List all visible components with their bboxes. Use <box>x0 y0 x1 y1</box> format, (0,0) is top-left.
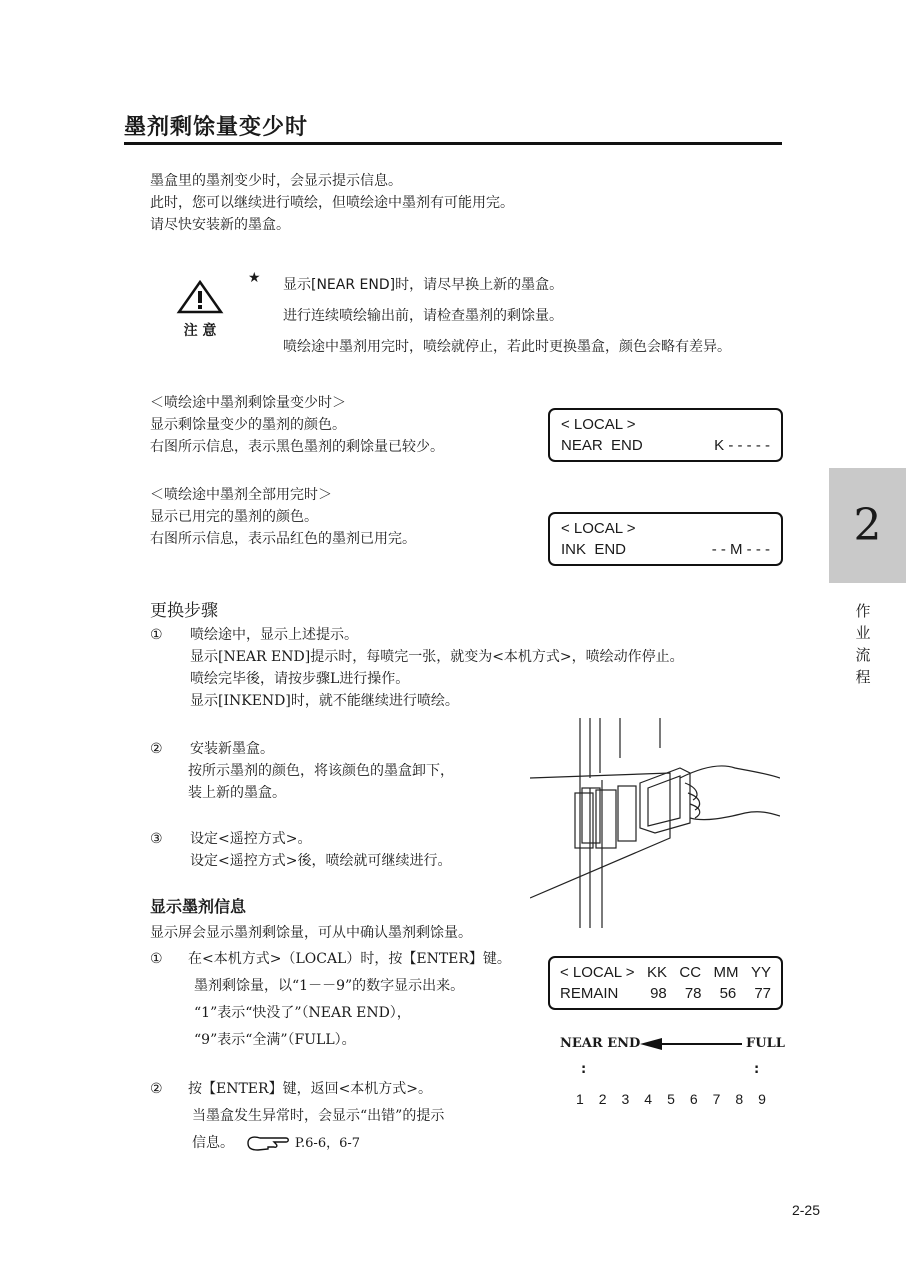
lcd-text: - - M - - - <box>711 541 770 558</box>
caution-label: 注 意 <box>183 323 217 339</box>
step-number: ② <box>150 741 163 757</box>
scale-number: 4 <box>644 1091 653 1107</box>
step-number: ① <box>150 627 163 643</box>
step-text: 按所示墨剂的颜色，将该颜色的墨盒卸下， <box>188 763 454 779</box>
step-text: 安装新墨盒。 <box>190 741 274 757</box>
caution-icon <box>176 280 224 340</box>
scale-near-end-label: NEAR END <box>560 1036 641 1051</box>
lcd-ink-end <box>548 512 783 566</box>
step-number: ③ <box>150 831 163 847</box>
step-text: 墨剂剩馀量，以“1－－9”的数字显示出来。 <box>194 978 465 994</box>
scale-number: 2 <box>598 1091 607 1107</box>
step-text: 喷绘途中，显示上述提示。 <box>190 627 358 643</box>
lcd-remain <box>548 956 783 1010</box>
scale-number: 8 <box>735 1091 744 1107</box>
scale-number: 9 <box>758 1091 766 1107</box>
near-end-section <box>150 392 444 458</box>
scale-numbers <box>576 1091 766 1107</box>
scale-number: 3 <box>621 1091 630 1107</box>
scale-colon: : <box>581 1062 587 1077</box>
lcd-text: K - - - - - <box>714 437 770 454</box>
warning-triangle-icon <box>176 280 224 316</box>
lcd-text: REMAIN <box>560 985 619 1002</box>
lcd-text: 77 <box>754 985 771 1002</box>
lcd-text: 78 <box>684 985 702 1002</box>
scale-colon: : <box>754 1062 760 1077</box>
step-text: 按【ENTER】键，返回<本机方式>。 <box>188 1081 433 1097</box>
step-text: 当墨盒发生异常时，会显示“出错”的提示 <box>192 1108 445 1124</box>
lcd-text: < LOCAL > <box>560 964 635 981</box>
step-text: 设定<遥控方式>後，喷绘就可继续进行。 <box>190 853 452 869</box>
near-end-line: 右图所示信息，表示黑色墨剂的剩馀量已较少。 <box>150 439 444 455</box>
chapter-tab <box>829 468 906 583</box>
ink-end-section <box>150 484 416 550</box>
chapter-label-char: 作 <box>855 602 871 620</box>
replace-step-1 <box>150 624 684 712</box>
scale-number: 7 <box>712 1091 721 1107</box>
chapter-label-char: 业 <box>855 624 871 642</box>
title-underline <box>124 142 782 145</box>
chapter-label-char: 程 <box>855 668 871 686</box>
step-text: 显示[INKEND]时，就不能继续进行喷绘。 <box>190 693 459 709</box>
ink-end-heading: ＜喷绘途中墨剂全部用完时＞ <box>150 487 332 503</box>
page-reference: P.6-6，6-7 <box>294 1136 361 1151</box>
step-text: 喷绘完毕後，请按步骤L进行操作。 <box>190 671 410 687</box>
display-intro: 显示屏会显示墨剂剩馀量，可从中确认墨剂剩馀量。 <box>150 925 472 941</box>
scale-number: 6 <box>689 1091 698 1107</box>
page-number: 2-25 <box>791 1202 820 1218</box>
lcd-text: KK <box>646 964 667 981</box>
replace-step-3 <box>150 828 451 872</box>
chapter-label <box>853 600 873 688</box>
caution-line: 喷绘途中墨剂用完时，喷绘就停止，若此时更换墨盒，颜色会略有差异。 <box>283 339 731 355</box>
lcd-near-end <box>548 408 783 462</box>
intro-line: 此时，您可以继续进行喷绘，但喷绘途中墨剂有可能用完。 <box>150 195 514 211</box>
lcd-text: YY <box>750 964 771 981</box>
intro-line: 墨盒里的墨剂变少时，会显示提示信息。 <box>150 173 402 189</box>
lcd-text: < LOCAL > <box>561 520 636 537</box>
lcd-text: MM <box>713 964 739 981</box>
step-text: 设定<遥控方式>。 <box>190 831 312 847</box>
caution-line: 进行连续喷绘输出前，请检查墨剂的剩馀量。 <box>283 308 563 324</box>
chapter-label-char: 流 <box>855 646 871 664</box>
chapter-number: 2 <box>853 500 882 551</box>
step-text: 信息。 <box>192 1135 234 1151</box>
step-number: ① <box>150 951 163 967</box>
lcd-text: < LOCAL > <box>561 416 636 433</box>
lcd-text: CC <box>679 964 702 981</box>
scale-number: 5 <box>667 1091 675 1107</box>
scale-number: 1 <box>576 1091 584 1107</box>
intro-text <box>150 170 514 236</box>
near-end-heading: ＜喷绘途中墨剂剩馀量变少时＞ <box>150 395 346 411</box>
replace-heading: 更换步骤 <box>150 601 218 621</box>
page-title: 墨剂剩馀量变少时 <box>124 115 309 140</box>
intro-line: 请尽快安装新的墨盒。 <box>150 217 290 233</box>
near-end-line: 显示剩馀量变少的墨剂的颜色。 <box>150 417 346 433</box>
ink-end-line: 右图所示信息，表示品红色的墨剂已用完。 <box>150 531 416 547</box>
lcd-text: NEAR END <box>561 437 643 454</box>
display-step-1 <box>150 946 511 1054</box>
step-text: “9”表示“全满”（FULL）。 <box>194 1032 356 1048</box>
scale-arrow-icon <box>638 1036 744 1052</box>
step-text: 装上新的墨盒。 <box>188 785 286 801</box>
lcd-text: 56 <box>719 985 737 1002</box>
step-text: “1”表示“快没了”（NEAR END）， <box>194 1005 411 1021</box>
star-icon: ★ <box>248 270 261 286</box>
caution-line: 显示[NEAR END]时，请尽早换上新的墨盒。 <box>283 277 564 293</box>
scale-full-label: FULL <box>746 1036 785 1051</box>
display-heading: 显示墨剂信息 <box>150 897 247 916</box>
caution-text <box>283 270 731 363</box>
replace-step-2 <box>150 738 454 804</box>
pointing-hand-icon <box>246 1134 290 1152</box>
lcd-text: 98 <box>650 985 667 1002</box>
step-number: ② <box>150 1081 163 1097</box>
lcd-text: INK END <box>561 541 627 558</box>
ink-end-line: 显示已用完的墨剂的颜色。 <box>150 509 318 525</box>
cartridge-illustration <box>530 718 780 928</box>
step-text: 显示[NEAR END]提示时，每喷完一张，就变为<本机方式>，喷绘动作停止。 <box>190 649 684 665</box>
step-text: 在<本机方式>（LOCAL）时，按【ENTER】键。 <box>188 951 511 967</box>
display-step-2 <box>150 1076 444 1157</box>
